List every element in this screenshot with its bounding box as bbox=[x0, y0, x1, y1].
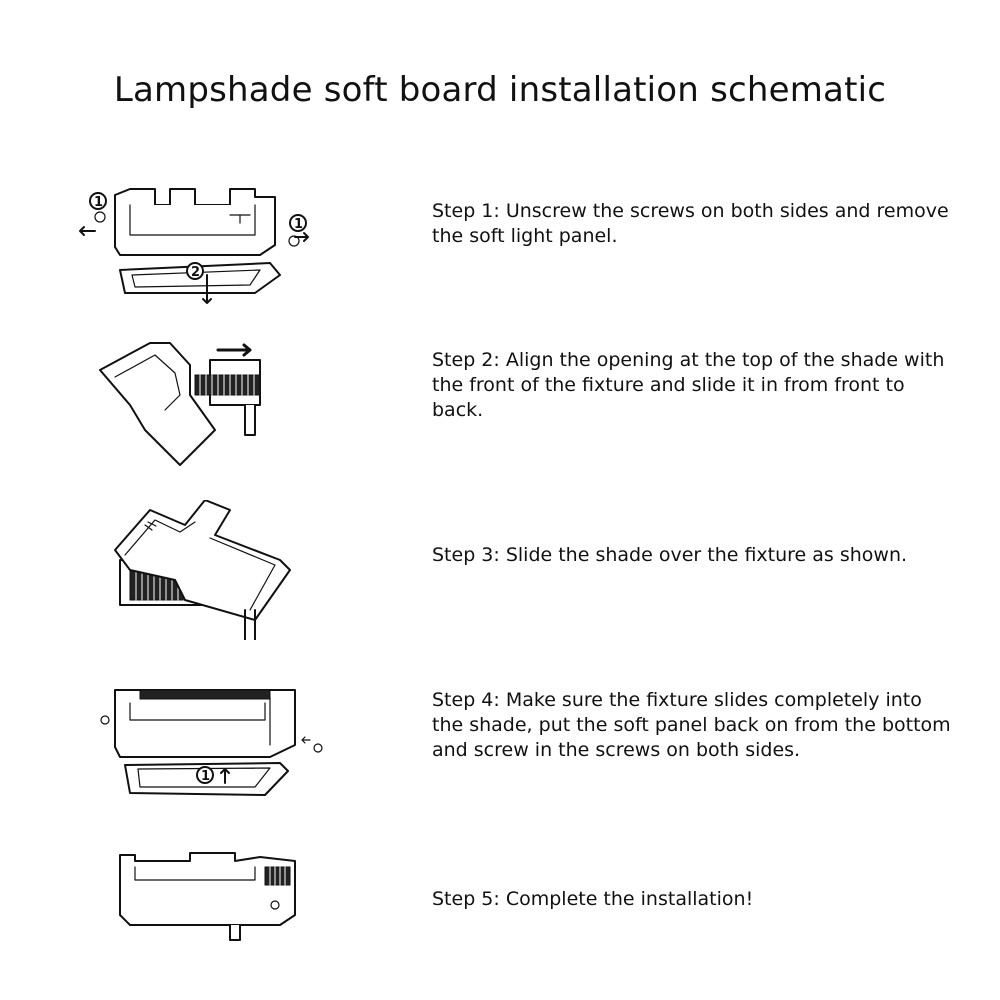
lamp-body bbox=[120, 853, 295, 925]
badge-right bbox=[290, 215, 306, 232]
badge-bottom-number: 2 bbox=[191, 265, 201, 280]
step-2-illustration bbox=[70, 335, 330, 475]
badge-bottom-number: 1 bbox=[201, 769, 211, 784]
step-4-illustration bbox=[70, 675, 330, 815]
step-5-illustration bbox=[70, 845, 330, 985]
badge-bottom bbox=[187, 263, 203, 280]
louver-grid bbox=[195, 375, 260, 395]
lamp-body bbox=[115, 690, 295, 757]
louver-grid bbox=[265, 867, 290, 885]
step-3-illustration bbox=[70, 500, 330, 640]
step-1-text: Step 1: Unscrew the screws on both sides and remove the soft light panel. bbox=[432, 200, 949, 247]
badge-bottom bbox=[197, 767, 213, 784]
step-5-text: Step 5: Complete the installation! bbox=[432, 888, 754, 910]
step-2-text: Step 2: Align the opening at the top of the shade with the front of the fixture and slide it in from front to back. bbox=[432, 349, 945, 421]
louver-grid bbox=[140, 690, 270, 699]
step-3-text: Step 3: Slide the shade over the fixture as shown. bbox=[432, 544, 908, 566]
slide-arrow bbox=[218, 345, 250, 355]
step-4-text: Step 4: Make sure the fixture slides completely into the shade, put the soft panel back on from the bottom and screw in the screws on both sides. bbox=[432, 689, 951, 761]
page-title: Lampshade soft board installation schematic bbox=[113, 70, 887, 110]
badge-left-number: 1 bbox=[94, 195, 104, 210]
badge-left bbox=[90, 193, 106, 210]
step-1-illustration bbox=[70, 175, 330, 315]
badge-right-number: 1 bbox=[294, 217, 304, 232]
